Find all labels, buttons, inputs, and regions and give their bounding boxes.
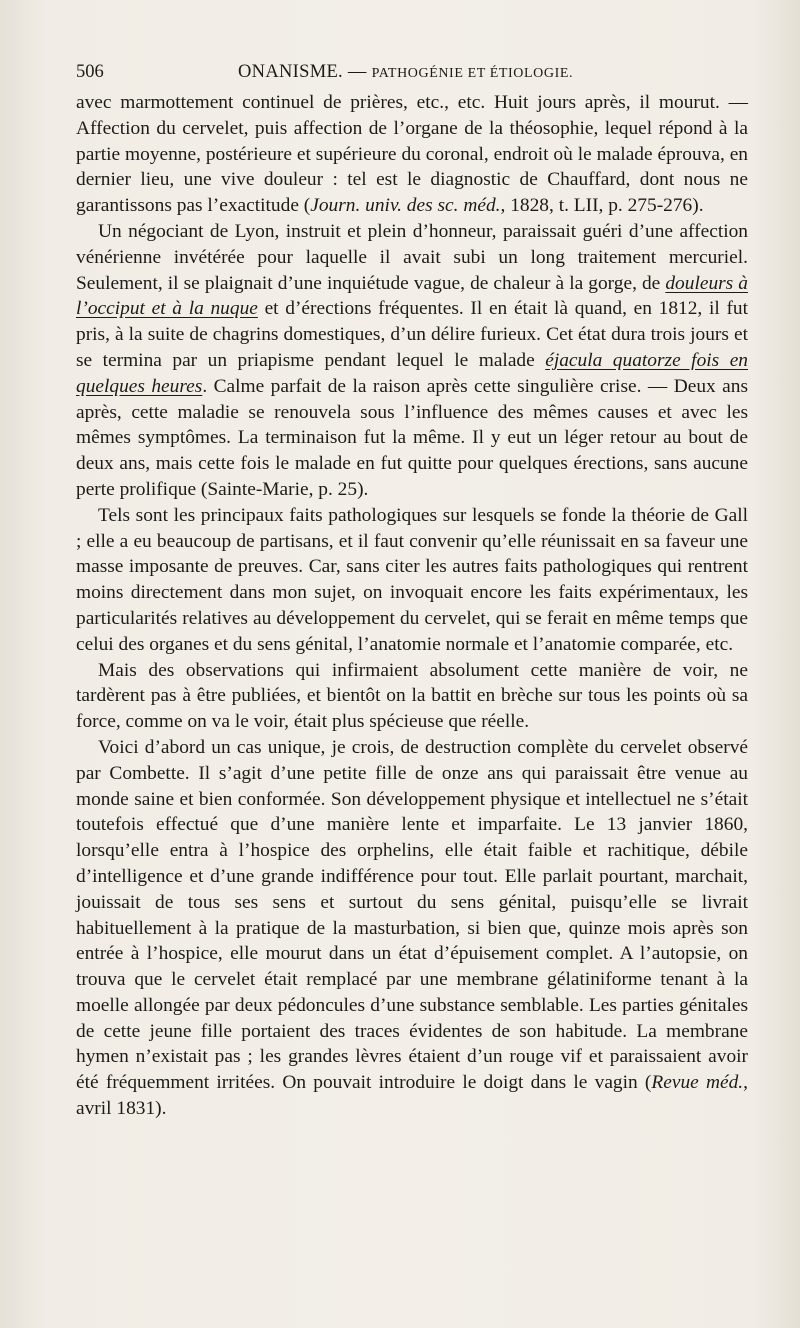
header-separator: —	[347, 62, 367, 82]
paragraph	[76, 90, 748, 219]
page-number: 506	[76, 62, 104, 82]
text-run: , avril 1831).	[76, 1072, 748, 1120]
header-subtitle: PATHOGÉNIE ET ÉTIOLOGIE.	[371, 66, 574, 81]
body-text	[76, 90, 748, 1122]
text-run: Voici d’abord un cas unique, je crois, de destruction complète du cervelet observé par Combette. Il s’agit d’une petite fille de onze ans qui paraissait être venue au monde saine et bien conformée. Son développement physique et intellectuel ne s’était toutefois effectué que d’une manière lente et imparfaite. Le 13 janvier 1860, lorsqu’elle entra à l’hospice des orphelins, elle était faible et rachitique, débile d’intelligence et d’une grande indifférence pour tout. Elle parlait pourtant, marchait, jouissait de tous ses sens et surtout du sens génital, puisqu’elle se livrait habituellement à la pratique de la masturbation, si bien que, quinze mois après son entrée à l’hospice, elle mourut dans un état d’épuisement complet. A l’autopsie, on trouva que le cervelet était remplacé par une membrane gélatiniforme tenant à la moelle allongée par deux pédoncules d’une substance semblable. Les parties génitales de cette jeune fille portaient des traces évidentes de son habitude. La membrane hymen n’existait pas ; les grandes lèvres étaient d’un rouge vif et paraissaient avoir été fréquemment irritées. On pouvait introduire le doigt dans le vagin (	[76, 736, 748, 1094]
text-run: Tels sont les principaux faits pathologiques sur lesquels se fonde la théorie de Gall ; elle a eu beaucoup de partisans, et il faut convenir qu’elle réunissait en sa faveur une masse imposante de preuves. Car, sans citer les autres faits pathologiques qui rentrent moins directement dans mon sujet, on invoquait encore les faits expérimentaux, les particularités relatives au développement du cervelet, qui se ferait en même temps que celui des organes et du sens génital, l’anatomie normale et l’anatomie comparée, etc.	[76, 504, 748, 655]
text-run: avec marmottement continuel de prières, etc., etc. Huit jours après, il mourut. — Affection du cervelet, puis affection de l’organe de la théosophie, lequel répond à la partie moyenne, postérieure et supérieure du coronal, endroit où le malade éprouva, en dernier lieu, une vive douleur : tel est le diagnostic de Chauffard, dont nous ne garantissons pas l’exactitude (	[76, 92, 748, 217]
text-run: , 1828, t. LII, p. 275-276).	[500, 195, 704, 217]
citation-title: Revue méd.	[651, 1072, 744, 1094]
text-run: Mais des observations qui infirmaient absolument cette manière de voir, ne tardèrent pas à être publiées, et bientôt on la battit en brèche sur tous les points où sa force, comme on va le voir, était plus spécieuse que réelle.	[76, 659, 748, 733]
text-run: Un négociant de Lyon, instruit et plein d’honneur, paraissait guéri d’une affection vénérienne invétérée pour laquelle il avait subi un long traitement mercuriel. Seulement, il se plaignait d’une inquiétude vague, de chaleur à la gorge, de	[76, 220, 748, 294]
running-title	[238, 62, 573, 83]
paragraph	[76, 219, 748, 503]
header-title: ONANISME.	[238, 62, 343, 82]
paragraph	[76, 658, 748, 735]
emphasis-text: douleurs à l’occiput et à la nuque	[76, 272, 748, 320]
citation-title: Journ. univ. des sc. méd.	[310, 195, 501, 217]
text-run: . Calme parfait de la raison après cette singulière crise. — Deux ans après, cette maladie se renouvela sous l’influence des mêmes causes et avec les mêmes symptômes. La terminaison fut la même. Il y eut un léger retour au bout de deux ans, mais cette fois le malade en fut quitte pour quelques érections, sans aucune perte prolifique (Sainte-Marie, p. 25).	[76, 375, 748, 500]
paragraph	[76, 735, 748, 1122]
emphasis-text: éjacula quatorze fois en quelques heures	[76, 349, 748, 397]
running-header	[76, 62, 748, 86]
paragraph	[76, 503, 748, 658]
text-run: et d’érections fréquentes. Il en était là quand, en 1812, il fut pris, à la suite de chagrins domestiques, d’un délire furieux. Cet état dura trois jours et se termina par un priapisme pendant lequel le malade	[76, 298, 748, 371]
